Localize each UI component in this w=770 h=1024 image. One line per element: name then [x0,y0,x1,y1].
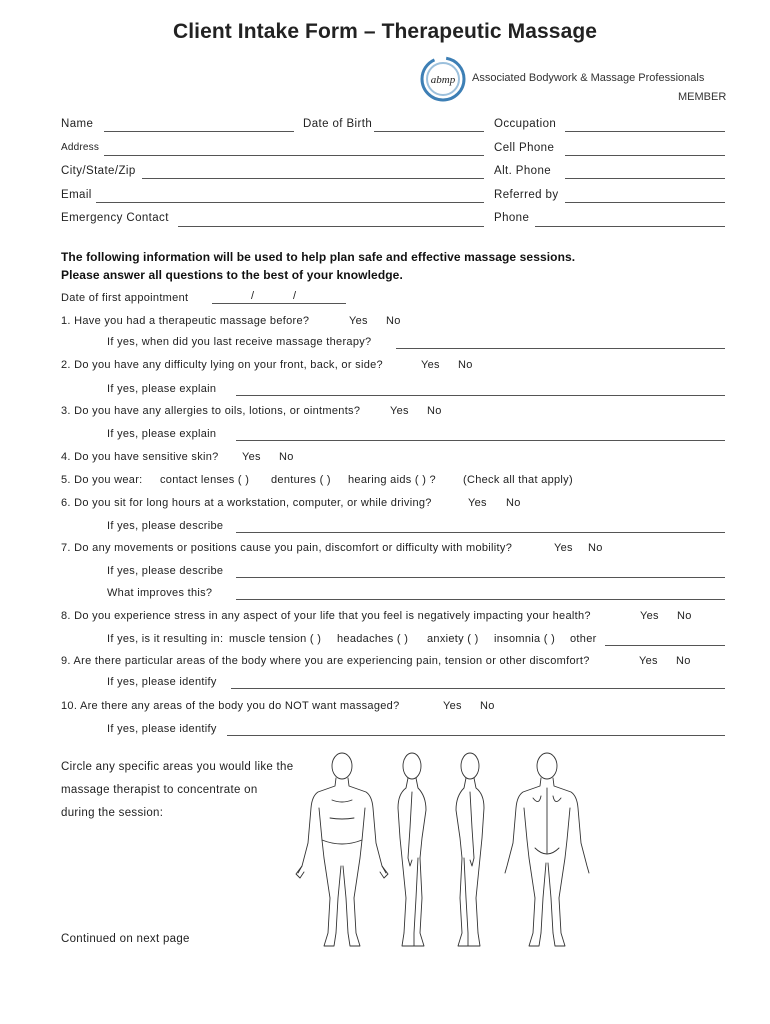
cell-phone-label: Cell Phone [494,142,555,154]
q5-dentures[interactable]: dentures ( ) [271,474,331,486]
member-label: MEMBER [678,91,727,103]
alt-phone-field[interactable] [565,178,725,179]
logo-text: abmp [430,74,456,86]
question-3: 3. Do you have any allergies to oils, lotions, or ointments? [61,405,361,417]
q2-yes[interactable]: Yes [421,359,440,371]
circle-instruction-2: massage therapist to concentrate on [61,784,258,796]
q2-followup-field[interactable] [236,395,725,396]
q2-followup: If yes, please explain [107,383,217,395]
q6-no[interactable]: No [506,497,521,509]
referred-field[interactable] [565,202,725,203]
q8-anxiety[interactable]: anxiety ( ) [427,633,479,645]
q10-no[interactable]: No [480,700,495,712]
body-back-figure [505,753,589,946]
q7-improves-field[interactable] [236,599,725,600]
dob-label: Date of Birth [303,118,373,130]
q3-yes[interactable]: Yes [390,405,409,417]
page-title: Client Intake Form – Therapeutic Massage [172,20,598,43]
q7-yes[interactable]: Yes [554,542,573,554]
question-6: 6. Do you sit for long hours at a workstation, computer, or while driving? [61,497,432,509]
circle-instruction-3: during the session: [61,807,164,819]
intro-line-2: Please answer all questions to the best of your knowledge. [61,268,403,282]
body-front-figure [296,753,388,946]
question-8: 8. Do you experience stress in any aspect of your life that you feel is negatively impacting your health? [61,610,591,622]
q4-yes[interactable]: Yes [242,451,261,463]
q8-no[interactable]: No [677,610,692,622]
phone-label: Phone [494,212,530,224]
abmp-logo [420,56,466,102]
body-side-figure-1 [398,753,426,946]
occupation-label: Occupation [494,118,557,130]
first-appt-field[interactable] [212,303,346,304]
email-label: Email [61,189,92,201]
q1-yes[interactable]: Yes [349,315,368,327]
address-field[interactable] [104,155,484,156]
q5-note: (Check all that apply) [463,474,573,486]
q8-other[interactable]: other [570,633,597,645]
q3-followup: If yes, please explain [107,428,217,440]
emergency-field[interactable] [178,226,484,227]
q7-followup: If yes, please describe [107,565,224,577]
q2-no[interactable]: No [458,359,473,371]
q1-followup: If yes, when did you last receive massage therapy? [107,336,372,348]
q8-muscle-tension[interactable]: muscle tension ( ) [229,633,322,645]
address-label: Address [61,142,100,153]
question-5: 5. Do you wear: [61,474,143,486]
q3-followup-field[interactable] [236,440,725,441]
q6-yes[interactable]: Yes [468,497,487,509]
dob-field[interactable] [374,131,484,132]
q9-yes[interactable]: Yes [639,655,658,667]
question-7: 7. Do any movements or positions cause you pain, discomfort or difficulty with mobility? [61,542,513,554]
q10-yes[interactable]: Yes [443,700,462,712]
org-name: Associated Bodywork & Massage Professionals [472,72,705,84]
question-4: 4. Do you have sensitive skin? [61,451,219,463]
referred-label: Referred by [494,189,559,201]
q4-no[interactable]: No [279,451,294,463]
question-9: 9. Are there particular areas of the body where you are experiencing pain, tension or other discomfort? [61,655,590,667]
q7-followup-field[interactable] [236,577,725,578]
q9-followup-field[interactable] [231,688,725,689]
body-side-figure-2 [456,753,484,946]
q5-contact-lenses[interactable]: contact lenses ( ) [160,474,250,486]
q8-headaches[interactable]: headaches ( ) [337,633,409,645]
q6-followup-field[interactable] [236,532,725,533]
body-diagram[interactable] [290,748,590,953]
email-field[interactable] [96,202,484,203]
name-label: Name [61,118,94,130]
circle-instruction-1: Circle any specific areas you would like the [61,761,294,773]
question-2: 2. Do you have any difficulty lying on your front, back, or side? [61,359,383,371]
q1-followup-field[interactable] [396,348,725,349]
name-field[interactable] [104,131,294,132]
q10-followup-field[interactable] [227,735,725,736]
q9-followup: If yes, please identify [107,676,217,688]
question-10: 10. Are there any areas of the body you do NOT want massaged? [61,700,400,712]
continued-note: Continued on next page [61,933,190,945]
q7-improves: What improves this? [107,587,213,599]
city-label: City/State/Zip [61,165,136,177]
emergency-label: Emergency Contact [61,212,169,224]
cell-phone-field[interactable] [565,155,725,156]
q3-no[interactable]: No [427,405,442,417]
intro-line-1: The following information will be used to help plan safe and effective massage sessions. [61,250,576,264]
q8-other-field[interactable] [605,645,725,646]
q9-no[interactable]: No [676,655,691,667]
question-1: 1. Have you had a therapeutic massage before? [61,315,310,327]
phone-field[interactable] [535,226,725,227]
q5-hearing-aids[interactable]: hearing aids ( ) ? [348,474,436,486]
date-sep-2: / [293,290,297,302]
q1-no[interactable]: No [386,315,401,327]
date-sep-1: / [251,290,255,302]
q10-followup: If yes, please identify [107,723,217,735]
q8-yes[interactable]: Yes [640,610,659,622]
q6-followup: If yes, please describe [107,520,224,532]
q7-no[interactable]: No [588,542,603,554]
first-appt-label: Date of first appointment [61,292,189,304]
q8-insomnia[interactable]: insomnia ( ) [494,633,556,645]
occupation-field[interactable] [565,131,725,132]
alt-phone-label: Alt. Phone [494,165,552,177]
city-field[interactable] [142,178,484,179]
q8-followup: If yes, is it resulting in: [107,633,224,645]
